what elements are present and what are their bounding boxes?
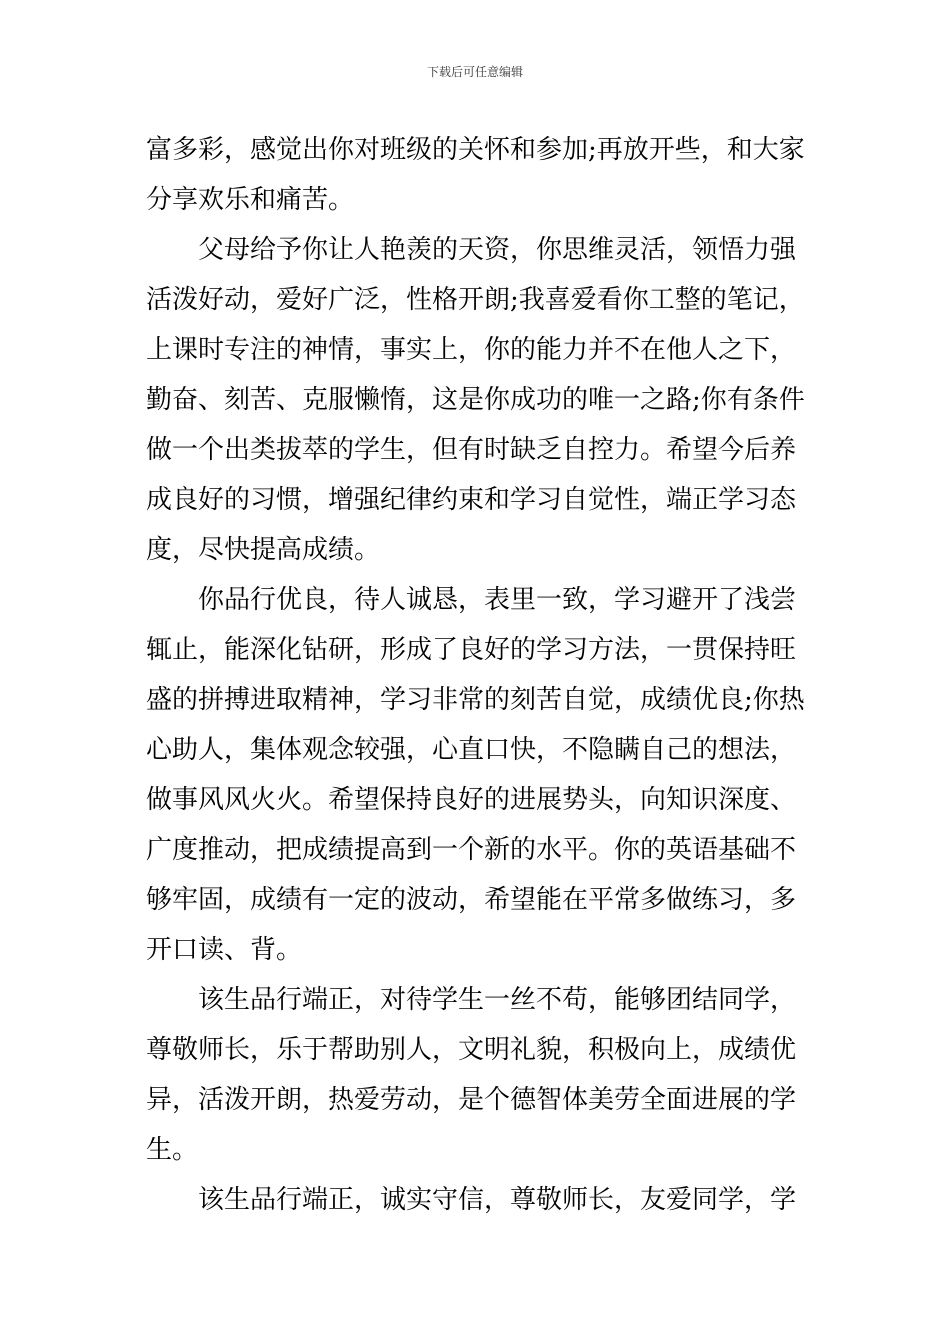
text-line: 你品行优良，待人诚恳，表里一致，学习避开了浅尝 — [198, 585, 797, 615]
document-body — [146, 125, 812, 1225]
text-line: 上课时专注的神情，事实上，你的能力并不在他人之下， — [146, 335, 797, 365]
text-line: 父母给予你让人艳羡的天资，你思维灵活，领悟力强 — [198, 235, 797, 265]
text-line: 尊敬师长，乐于帮助别人，文明礼貌，积极向上，成绩优 — [146, 1035, 797, 1065]
text-line: 辄止，能深化钻研，形成了良好的学习方法，一贯保持旺 — [146, 635, 797, 665]
text-line: 分享欢乐和痛苦。 — [146, 185, 355, 215]
text-line: 勤奋、刻苦、克服懒惰，这是你成功的唯一之路;你有条件 — [146, 385, 805, 415]
text-line: 度，尽快提高成绩。 — [146, 535, 381, 565]
text-line: 生。 — [146, 1135, 199, 1165]
text-line: 成良好的习惯，增强纪律约束和学习自觉性，端正学习态 — [146, 485, 797, 515]
text-line: 心助人，集体观念较强，心直口快，不隐瞒自己的想法， — [146, 735, 797, 765]
text-line: 做一个出类拔萃的学生，但有时缺乏自控力。希望今后养 — [146, 435, 797, 465]
text-line: 够牢固，成绩有一定的波动，希望能在平常多做练习，多 — [146, 885, 797, 915]
text-line: 富多彩，感觉出你对班级的关怀和参加;再放开些，和大家 — [146, 135, 805, 165]
text-line: 该生品行端正，诚实守信，尊敬师长，友爱同学，学 — [198, 1185, 797, 1215]
text-line: 开口读、背。 — [146, 935, 303, 965]
text-line: 盛的拼搏进取精神，学习非常的刻苦自觉，成绩优良;你热 — [146, 685, 805, 715]
text-line: 该生品行端正，对待学生一丝不苟，能够团结同学， — [198, 985, 797, 1015]
text-line: 做事风风火火。希望保持良好的进展势头，向知识深度、 — [146, 785, 797, 815]
page-header: 下载后可任意编辑 — [426, 65, 523, 79]
text-line: 活泼好动，爱好广泛，性格开朗;我喜爱看你工整的笔记， — [146, 285, 805, 315]
text-line: 广度推动，把成绩提高到一个新的水平。你的英语基础不 — [146, 835, 797, 865]
text-line: 异，活泼开朗，热爱劳动，是个德智体美劳全面进展的学 — [146, 1085, 797, 1115]
